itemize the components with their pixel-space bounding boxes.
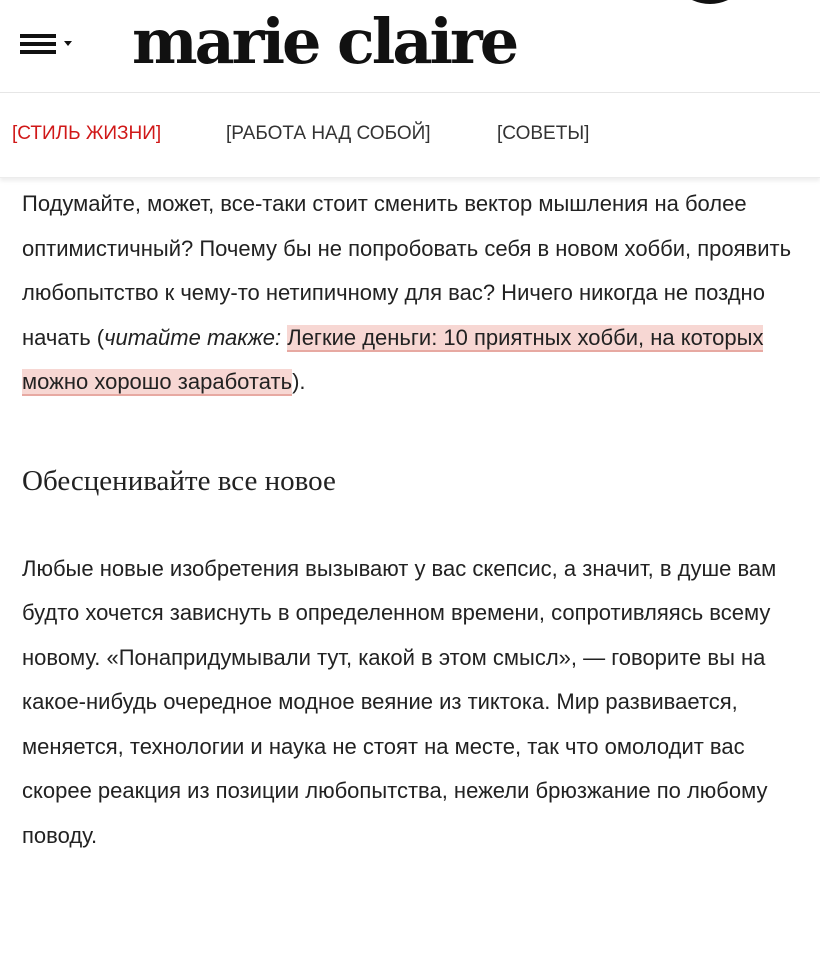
related-article-link[interactable]: Легкие деньги: 10 приятных хобби, на которых можно хорошо заработать	[22, 324, 764, 394]
breadcrumb-item-self-improvement[interactable]: [РАБОТА НАД СОБОЙ]	[226, 123, 431, 144]
article-body	[22, 180, 798, 858]
article-paragraph: Любые новые изобретения вызывают у вас скепсис, а значит, в душе вам будто хочется зависнуть в определенном времени, сопротивляясь всему новому. «Понапридумывали тут, какой в этом смысл», — говорите вы на какое-нибудь очередное модное веяние из тиктока. Мир развивается, меняется, технологии и наука не стоят на месте, так что омолодит вас скорее реакция из позиции любопытства, нежели брюзжание по любому поводу.	[22, 555, 777, 848]
hamburger-menu-icon	[18, 29, 82, 59]
caret-down-icon	[64, 41, 72, 46]
paragraph-text: Подумайте, может, все-таки стоит сменить вектор мышления на более оптимистичный? Почему бы не попробовать себя в новом хобби, проявить любопытство к чему-то нетипичному для вас? Ничего никогда не поздно начать (	[22, 191, 792, 350]
site-logo[interactable]: marie claire	[132, 5, 517, 78]
breadcrumb	[0, 93, 820, 178]
breadcrumb-item-lifestyle[interactable]: [СТИЛЬ ЖИЗНИ]	[12, 123, 162, 144]
section-heading: Обесценивайте все новое	[22, 464, 336, 497]
breadcrumb-label: СТИЛЬ ЖИЗНИ	[17, 123, 156, 144]
breadcrumb-label: СОВЕТЫ	[502, 123, 585, 144]
site-header	[0, 0, 820, 92]
breadcrumb-label: РАБОТА НАД СОБОЙ	[231, 123, 426, 144]
menu-button[interactable]	[18, 26, 88, 62]
partial-icon	[690, 0, 730, 6]
article-paragraph	[22, 182, 798, 405]
see-also-label: читайте также:	[104, 324, 282, 350]
breadcrumb-item-tips[interactable]: [СОВЕТЫ]	[497, 123, 590, 144]
paragraph-text: ).	[292, 369, 306, 394]
